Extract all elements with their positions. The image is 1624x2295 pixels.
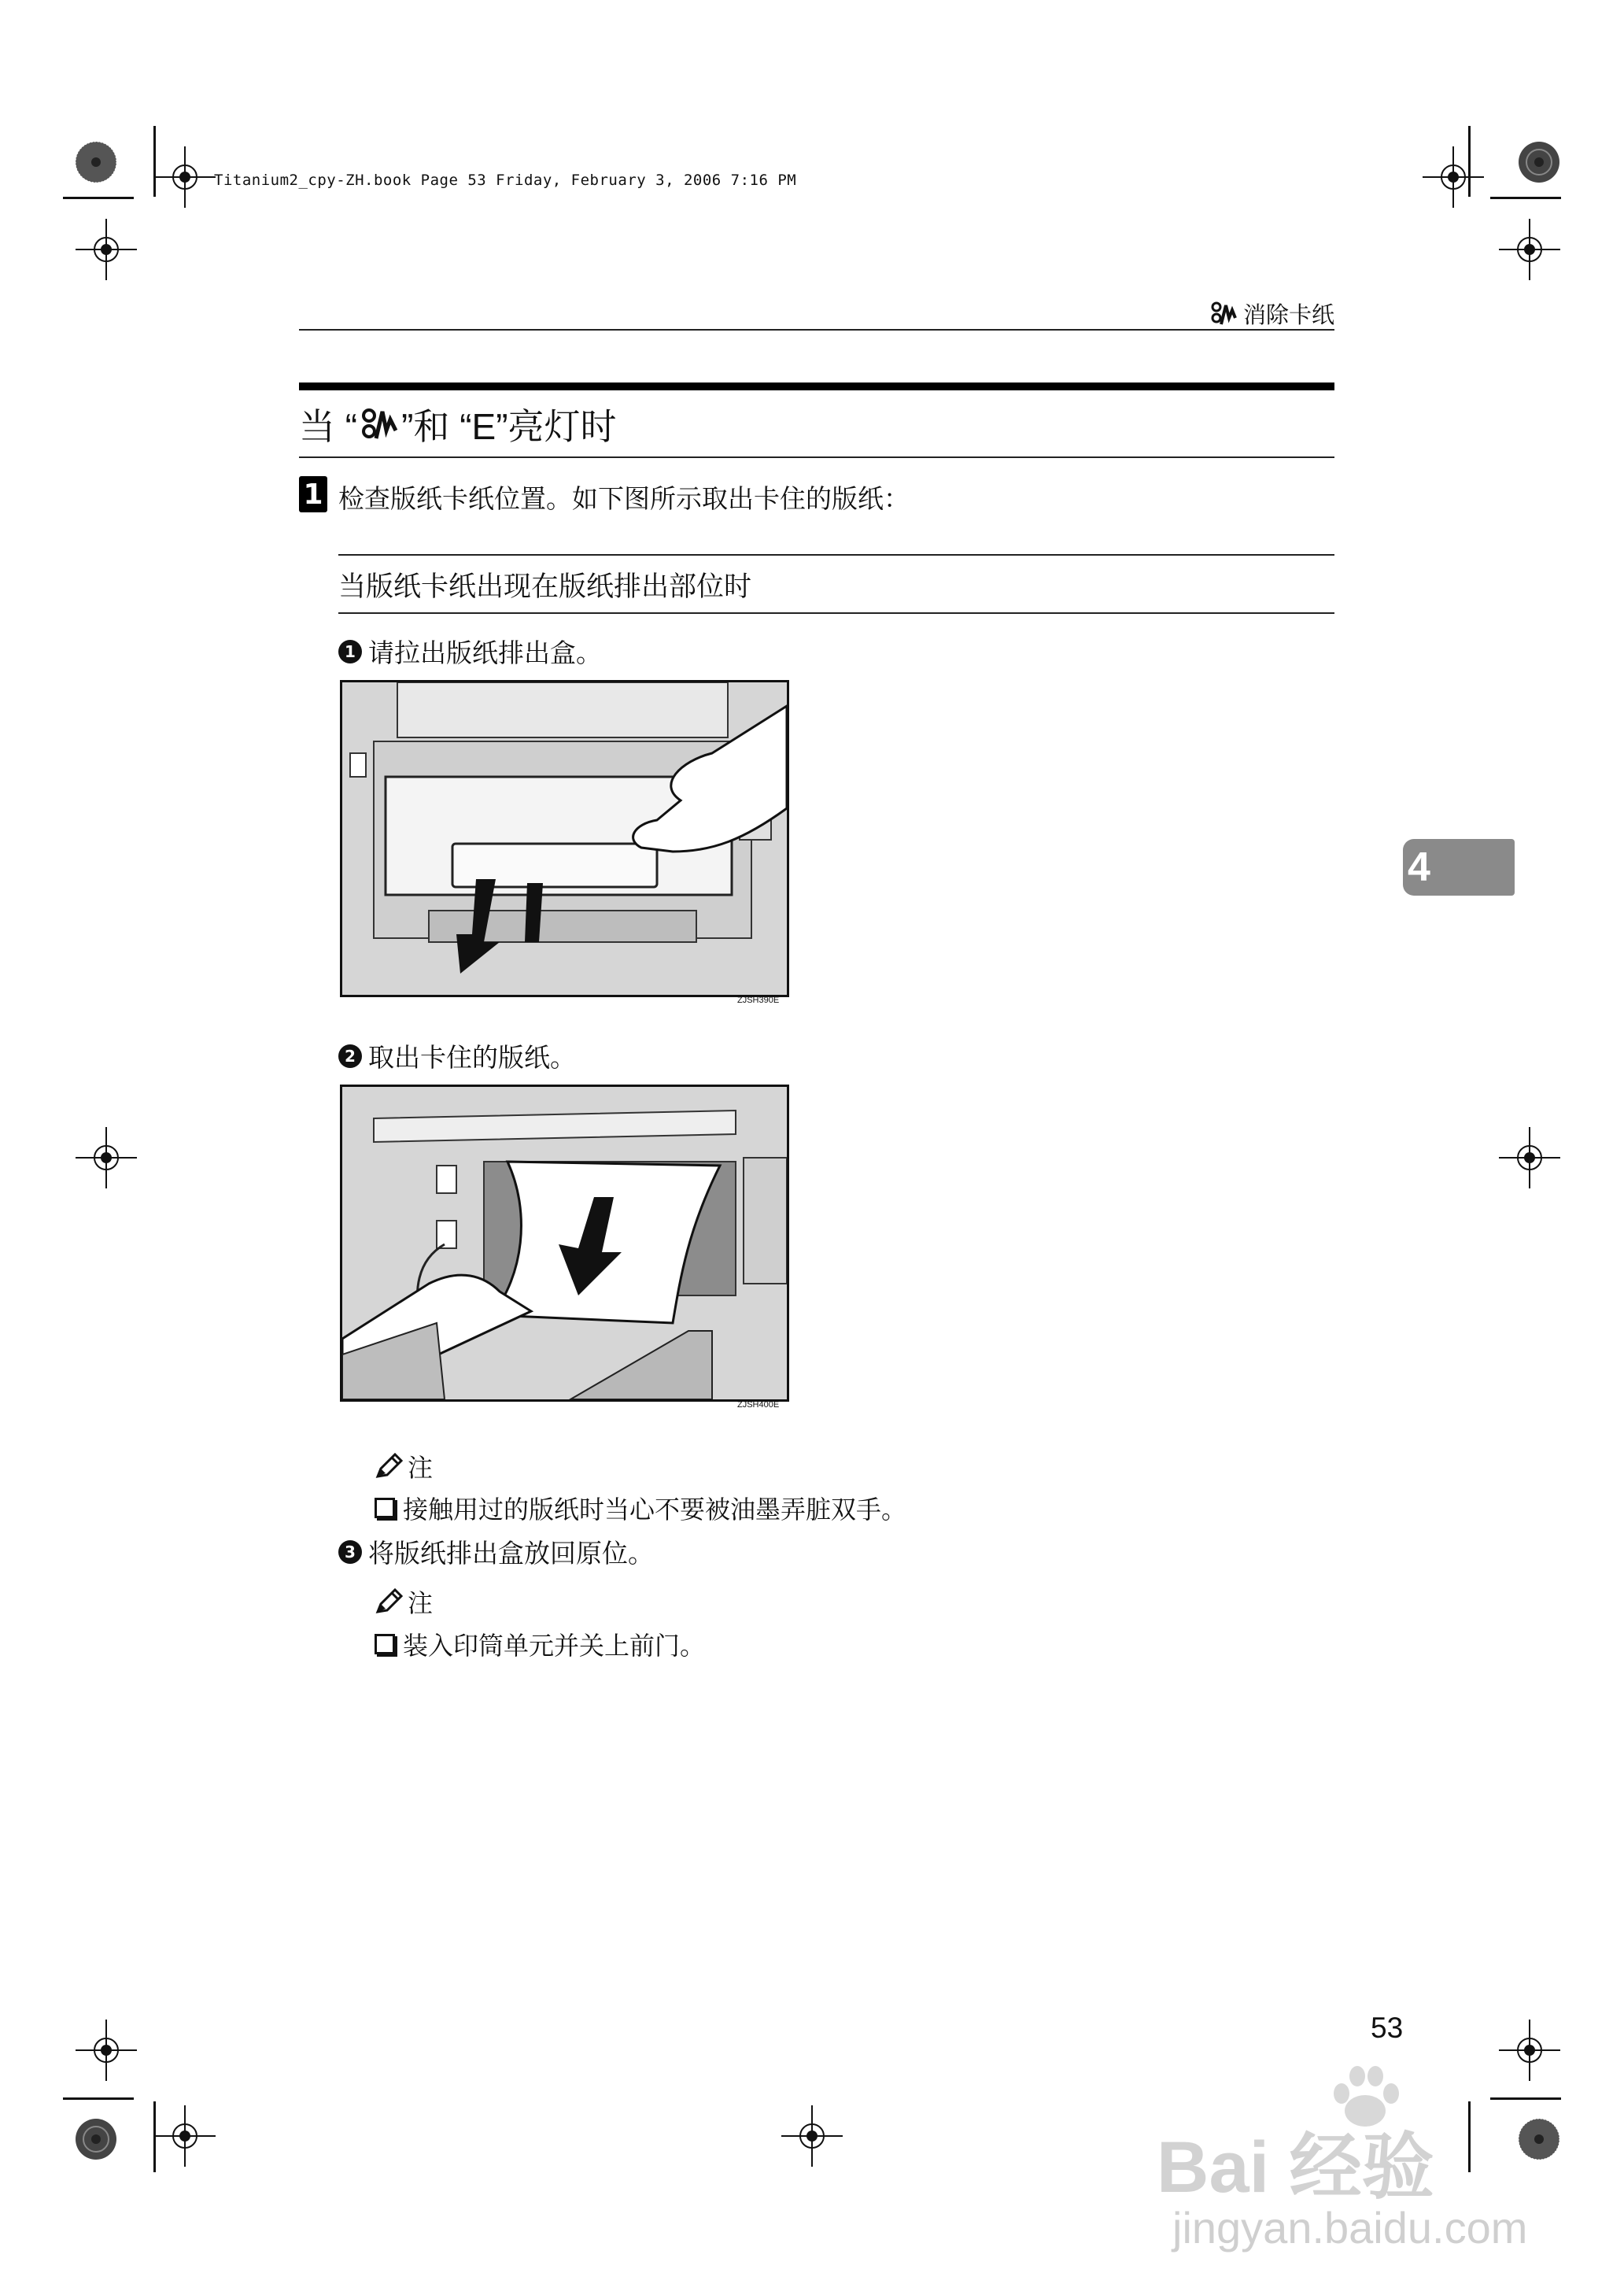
item-number-badge: 1 bbox=[338, 640, 362, 663]
registration-mark-icon bbox=[76, 219, 137, 280]
registration-mark-icon bbox=[1499, 2020, 1560, 2081]
registration-mark-icon bbox=[781, 2105, 843, 2167]
watermark-url: jingyan.baidu.com bbox=[1172, 2203, 1528, 2252]
color-rosette-icon bbox=[74, 2117, 118, 2161]
illustration-remove-jammed-paper bbox=[342, 1087, 787, 1399]
registration-mark-icon bbox=[76, 1127, 137, 1188]
color-rosette-icon bbox=[1517, 2117, 1561, 2161]
figure-code: ZJSH390E bbox=[737, 996, 780, 1005]
note-item bbox=[375, 1490, 906, 1526]
running-head-title: 消除卡纸 bbox=[1242, 301, 1334, 328]
page-number: 53 bbox=[1371, 2012, 1404, 2044]
checkbox-bullet-icon bbox=[375, 1634, 395, 1654]
running-head bbox=[1210, 298, 1334, 330]
list-item bbox=[338, 1533, 654, 1570]
item-text: 请拉出版纸排出盒。 bbox=[368, 638, 602, 668]
registration-mark-icon bbox=[154, 2105, 216, 2167]
item-text: 取出卡住的版纸。 bbox=[368, 1042, 576, 1073]
note-label bbox=[375, 1448, 433, 1484]
section-title bbox=[299, 398, 617, 450]
note-label-text: 注 bbox=[408, 1588, 434, 1618]
subheading-bottom-rule bbox=[338, 612, 1334, 614]
list-item bbox=[338, 633, 602, 670]
chapter-tab: 4 bbox=[1403, 839, 1515, 896]
registration-mark-icon bbox=[1499, 219, 1560, 280]
registration-mark-icon bbox=[76, 2020, 137, 2081]
book-file-info: Titanium2_cpy-ZH.book Page 53 Friday, February 3, 2006 7:16 PM bbox=[214, 172, 797, 189]
step-instruction: 检查版纸卡纸位置。如下图所示取出卡住的版纸： bbox=[338, 483, 910, 514]
step-number-badge: 1 bbox=[299, 476, 327, 512]
sub-heading: 当版纸卡纸出现在版纸排出部位时 bbox=[338, 571, 752, 603]
color-rosette-icon bbox=[74, 140, 118, 184]
paper-jam-icon bbox=[1210, 301, 1237, 327]
section-bottom-rule bbox=[299, 456, 1334, 458]
paper-jam-icon bbox=[360, 407, 398, 442]
item-number-badge: 2 bbox=[338, 1044, 362, 1068]
note-item-text: 接触用过的版纸时当心不要被油墨弄脏双手。 bbox=[403, 1495, 907, 1524]
pencil-icon bbox=[375, 1588, 403, 1615]
registration-mark-icon bbox=[1499, 1127, 1560, 1188]
illustration-pull-out-tray bbox=[342, 682, 787, 995]
item-number-badge: 3 bbox=[338, 1540, 362, 1564]
item-text: 将版纸排出盒放回原位。 bbox=[368, 1538, 654, 1569]
subheading-top-rule bbox=[338, 554, 1334, 556]
watermark-brand: Bai 经验 bbox=[1157, 2127, 1434, 2208]
header-rule bbox=[299, 329, 1334, 331]
figure-code: ZJSH400E bbox=[737, 1400, 780, 1410]
note-item bbox=[375, 1626, 705, 1662]
note-item-text: 装入印筒单元并关上前门。 bbox=[403, 1631, 706, 1661]
figure-pull-out-tray bbox=[340, 680, 789, 997]
section-title-prefix: 当 “ bbox=[299, 406, 358, 447]
color-rosette-icon bbox=[1517, 140, 1561, 184]
note-label bbox=[375, 1584, 433, 1620]
pencil-icon bbox=[375, 1453, 403, 1480]
note-label-text: 注 bbox=[408, 1453, 434, 1483]
registration-mark-icon bbox=[1423, 146, 1484, 208]
registration-mark-icon bbox=[154, 146, 216, 208]
list-item bbox=[338, 1037, 576, 1074]
checkbox-bullet-icon bbox=[375, 1498, 395, 1518]
figure-remove-jammed-paper bbox=[340, 1085, 789, 1402]
section-title-suffix: ”和 “E”亮灯时 bbox=[401, 406, 617, 447]
section-top-rule bbox=[299, 382, 1334, 390]
